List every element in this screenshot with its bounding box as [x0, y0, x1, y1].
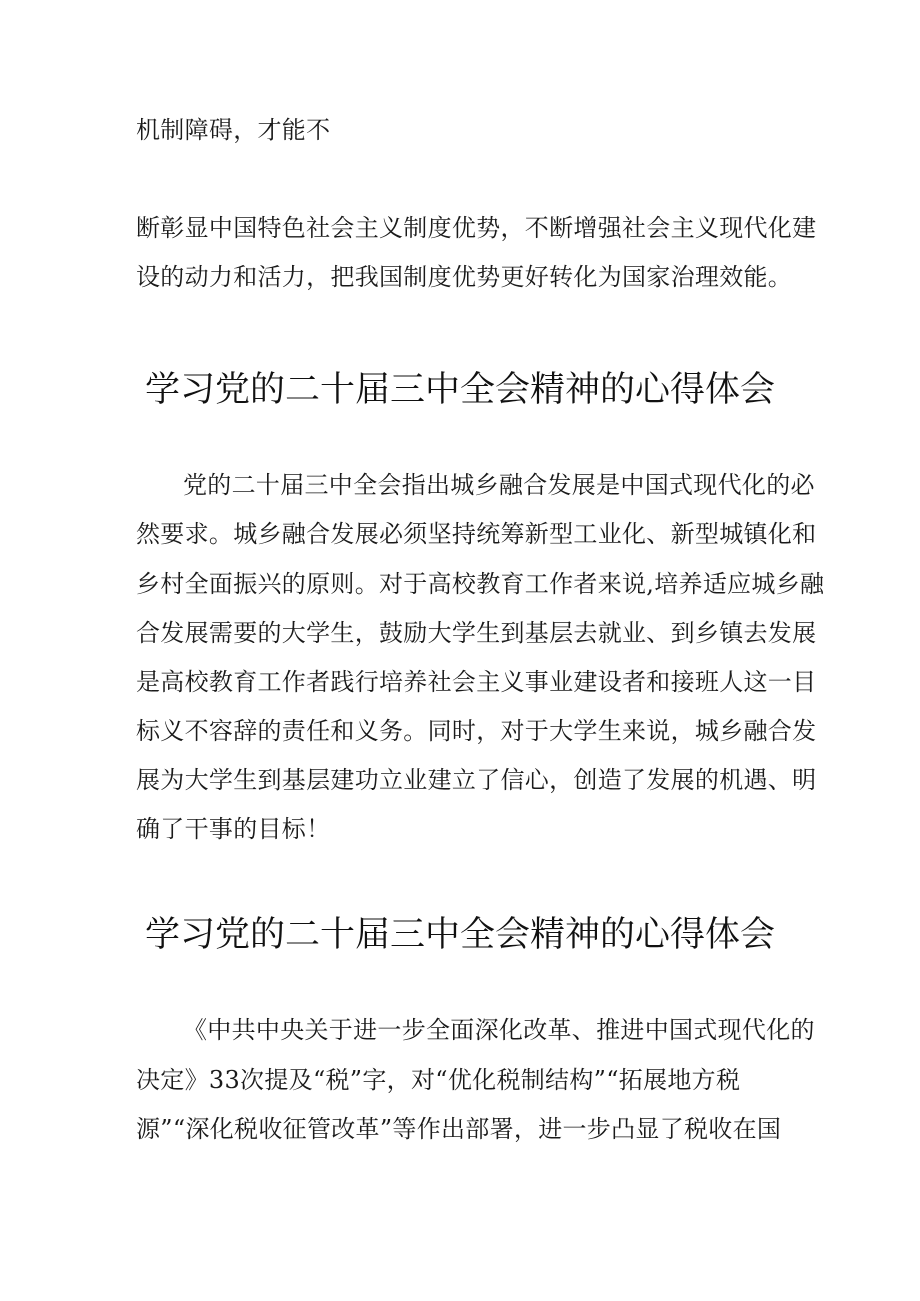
text-line: 合发展需要的大学生，鼓励大学生到基层去就业、到乡镇去发展 — [136, 619, 817, 647]
text-line: 乡村全面振兴的原则。对于高校教育工作者来说,培养适应城乡融 — [136, 570, 825, 598]
text-line: 《中共中央关于进一步全面深化改革、推进中国式现代化的 — [183, 1016, 815, 1044]
text-line: 源”“深化税收征管改革”等作出部署，进一步凸显了税收在国 — [136, 1115, 782, 1143]
text-line: 党的二十届三中全会指出城乡融合发展是中国式现代化的必 — [183, 471, 815, 499]
text-line: 标义不容辞的责任和义务。同时，对于大学生来说，城乡融合发 — [136, 717, 817, 745]
text-line: 然要求。城乡融合发展必须坚持统筹新型工业化、新型城镇化和 — [136, 520, 817, 548]
text-line: 决定》33次提及“税”字，对“优化税制结构”“拓展地方税 — [136, 1066, 741, 1094]
text-line: 断彰显中国特色社会主义制度优势，不断增强社会主义现代化建 — [136, 214, 817, 242]
text-line: 机制障碍，才能不 — [136, 116, 331, 144]
text-line: 是高校教育工作者践行培养社会主义事业建设者和接班人这一目 — [136, 668, 817, 696]
text-line: 展为大学生到基层建功立业建立了信心，创造了发展的机遇、明 — [136, 766, 817, 794]
text-line: 设的动力和活力，把我国制度优势更好转化为国家治理效能。 — [136, 263, 793, 291]
section-heading: 学习党的二十届三中全会精神的心得体会 — [145, 915, 776, 955]
section-heading: 学习党的二十届三中全会精神的心得体会 — [145, 370, 776, 410]
text-line: 确了干事的目标！ — [136, 815, 331, 843]
